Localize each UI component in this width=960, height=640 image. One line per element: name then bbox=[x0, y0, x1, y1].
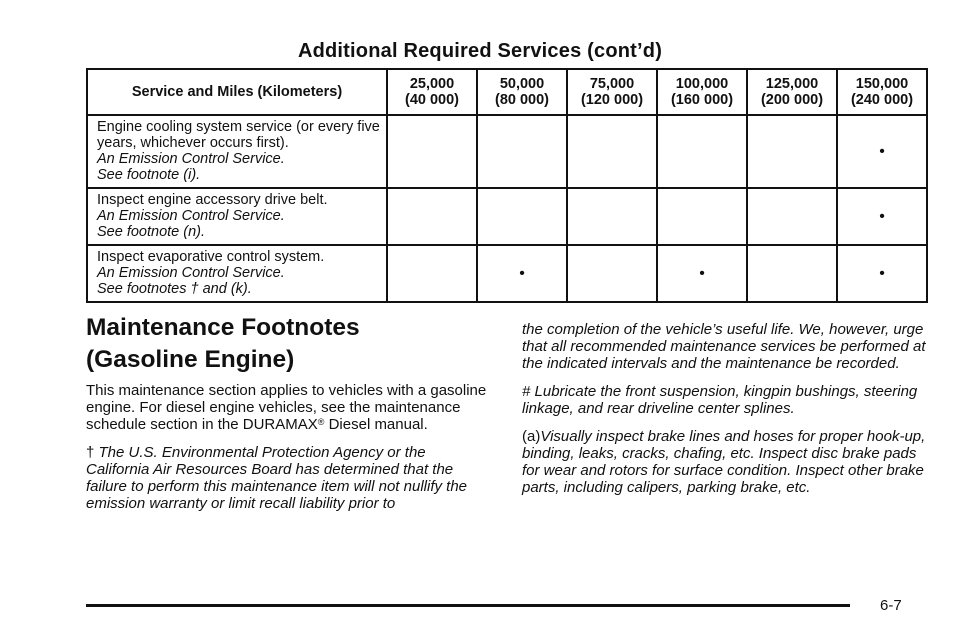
service-note: An Emission Control Service. bbox=[97, 208, 285, 224]
interval-mark: • bbox=[477, 245, 567, 302]
header-interval-25000 bbox=[387, 69, 477, 115]
interval-km: (40 000) bbox=[404, 92, 459, 108]
service-cell bbox=[87, 188, 387, 245]
interval-mark bbox=[747, 188, 837, 245]
header-interval-125000 bbox=[747, 69, 837, 115]
footnote-a-text: Visually inspect brake lines and hoses for proper hook-up, binding, leaks, cracks, chafing, etc. Inspect disc brake pads for wear and rotors for surface condition. Inspect other brake parts, including calipers, parking brake, etc. bbox=[522, 428, 926, 496]
service-name: Engine cooling system service (or every five years, whichever occurs first). bbox=[97, 119, 380, 151]
interval-mark: • bbox=[657, 245, 747, 302]
interval-mark bbox=[567, 115, 657, 188]
interval-miles: 75,000 bbox=[589, 76, 635, 92]
interval-mark bbox=[747, 115, 837, 188]
header-interval-50000 bbox=[477, 69, 567, 115]
interval-mark bbox=[387, 115, 477, 188]
interval-miles: 125,000 bbox=[765, 76, 819, 92]
interval-mark bbox=[387, 188, 477, 245]
interval-miles: 150,000 bbox=[855, 76, 909, 92]
interval-mark bbox=[747, 245, 837, 302]
intro-paragraph bbox=[86, 382, 491, 433]
dagger-symbol: † bbox=[86, 444, 95, 461]
service-footnote-ref: See footnotes † and (k). bbox=[97, 281, 252, 297]
interval-mark: • bbox=[837, 245, 927, 302]
footnote-a-label: (a) bbox=[522, 428, 541, 445]
dagger-footnote-continued: the completion of the vehicle’s useful life. We, however, urge that all recommended maintenance services be performed at the indicated intervals and the maintenance be recorded. bbox=[522, 321, 926, 372]
footnotes-heading-line1: Maintenance Footnotes bbox=[86, 314, 360, 341]
table-row bbox=[87, 188, 927, 245]
service-note: An Emission Control Service. bbox=[97, 265, 285, 281]
footnotes-heading bbox=[86, 312, 486, 376]
page-number: 6-7 bbox=[880, 597, 902, 614]
footnotes-left-column bbox=[86, 382, 491, 523]
intro-text-end: Diesel manual. bbox=[324, 416, 428, 433]
header-interval-100000 bbox=[657, 69, 747, 115]
footnotes-right-column bbox=[522, 321, 932, 507]
service-footnote-ref: See footnote (n). bbox=[97, 224, 206, 240]
footnote-a bbox=[522, 428, 932, 496]
service-cell bbox=[87, 245, 387, 302]
interval-mark: • bbox=[837, 115, 927, 188]
dagger-footnote-text: The U.S. Environmental Protection Agency or the California Air Resources Board has determined that the failure to perform this maintenance item will not nullify the emission warranty or limit recall liability prior to bbox=[86, 444, 468, 512]
interval-mark bbox=[477, 188, 567, 245]
registered-trademark: ® bbox=[317, 417, 325, 427]
interval-mark bbox=[477, 115, 567, 188]
interval-mark bbox=[567, 188, 657, 245]
footer-rule bbox=[86, 604, 850, 607]
service-name: Inspect evaporative control system. bbox=[97, 249, 325, 265]
interval-miles: 50,000 bbox=[499, 76, 545, 92]
interval-mark bbox=[657, 188, 747, 245]
service-name: Inspect engine accessory drive belt. bbox=[97, 192, 328, 208]
interval-miles: 25,000 bbox=[409, 76, 455, 92]
intro-text: This maintenance section applies to vehicles with a gasoline engine. For diesel engine vehicles, see the maintenance schedule section in the DURAMAX bbox=[86, 382, 487, 433]
table-row bbox=[87, 115, 927, 188]
service-cell bbox=[87, 115, 387, 188]
interval-mark bbox=[567, 245, 657, 302]
header-interval-75000 bbox=[567, 69, 657, 115]
table-row bbox=[87, 245, 927, 302]
interval-km: (120 000) bbox=[580, 92, 644, 108]
header-interval-150000 bbox=[837, 69, 927, 115]
interval-km: (80 000) bbox=[494, 92, 549, 108]
hash-footnote: # Lubricate the front suspension, kingpin bushings, steering linkage, and rear driveline center splines. bbox=[522, 383, 918, 417]
interval-km: (200 000) bbox=[760, 92, 824, 108]
table-header-row bbox=[87, 69, 927, 115]
interval-km: (240 000) bbox=[850, 92, 914, 108]
table-title: Additional Required Services (cont’d) bbox=[297, 40, 663, 62]
interval-mark bbox=[657, 115, 747, 188]
interval-mark bbox=[387, 245, 477, 302]
service-table bbox=[86, 68, 928, 303]
interval-km: (160 000) bbox=[670, 92, 734, 108]
service-footnote-ref: See footnote (i). bbox=[97, 167, 201, 183]
interval-mark: • bbox=[837, 188, 927, 245]
header-service: Service and Miles (Kilometers) bbox=[87, 69, 387, 115]
service-note: An Emission Control Service. bbox=[97, 151, 285, 167]
dagger-footnote bbox=[86, 444, 491, 512]
footnotes-heading-line2: (Gasoline Engine) bbox=[86, 346, 295, 373]
interval-miles: 100,000 bbox=[675, 76, 729, 92]
